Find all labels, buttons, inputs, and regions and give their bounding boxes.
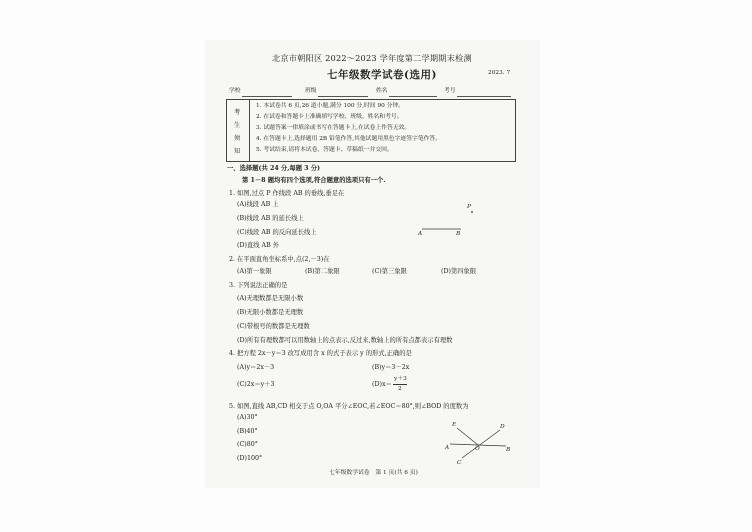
q5-line-cd <box>462 430 500 458</box>
q4-option-c: (C)2x＝y＋3 <box>237 381 275 388</box>
q5-label-b: B <box>506 447 511 453</box>
section-heading: 一、选择题(共 24 分,每题 3 分) <box>227 165 321 172</box>
q5-option-d: (D)100° <box>237 455 263 462</box>
q5-option-b: (B)40° <box>237 428 258 435</box>
field-id: 考号 <box>444 88 456 94</box>
notice-side-char: 生 <box>234 122 241 129</box>
paper-title: 七年级数学试卷(选用) <box>327 69 437 81</box>
q4-stem: 4. 把方程 2x－y＝3 改写成用含 x 的式子表示 y 的形式,正确的是 <box>229 350 412 357</box>
q5-label-d: D <box>500 424 505 430</box>
q5-label-a: A <box>445 445 450 451</box>
section-intro: 第 1－8 题均有四个选项,符合题意的选项只有一个. <box>242 177 386 184</box>
q5-option-a: (A)30° <box>237 414 258 421</box>
q3-option-c: (C)带根号的数都是无理数 <box>237 323 310 330</box>
q1-point-p <box>471 211 473 213</box>
q1-figure <box>422 211 473 229</box>
q5-figure <box>450 428 506 458</box>
q4-option-d-denominator: 2 <box>398 386 402 392</box>
q1-stem: 1. 如图,过点 P 作线段 AB 的垂线,垂足在 <box>229 190 345 197</box>
notice-item: 1. 本试卷共 6 页,26 道小题,满分 100 分,时间 90 分钟。 <box>256 103 405 109</box>
notice-side-char: 考 <box>234 109 241 116</box>
notice-item: 5. 考试结束,请将本试卷、答题卡、草稿纸一并交回。 <box>256 147 393 153</box>
q3-option-d: (D)所有有理数都可以用数轴上的点表示,反过来,数轴上的所有点都表示有理数 <box>237 337 453 344</box>
q2-option-a: (A)第一象限 <box>237 268 272 275</box>
q5-label-e: E <box>452 422 457 428</box>
notice-item: 4. 在答题卡上,选择题用 2B 铅笔作答,其他试题用黑色字迹签字笔作答。 <box>256 136 442 142</box>
q2-option-b: (B)第二象限 <box>305 268 340 275</box>
page-footer: 七年级数学试卷 第 1 页(共 6 页) <box>329 470 418 476</box>
q5-option-c: (C)80° <box>237 441 258 448</box>
q4-option-d-prefix: (D)x＝ <box>372 381 392 388</box>
q1-label-b: B <box>456 231 461 237</box>
notice-side-char: 知 <box>234 148 241 155</box>
exam-date: 2023. 7 <box>488 70 511 76</box>
q1-option-a: (A)线段 AB 上 <box>237 201 279 208</box>
notice-item: 3. 试题答案一律填涂或书写在答题卡上,在试卷上作答无效。 <box>256 125 411 131</box>
q4-option-b: (B)y＝3－2x <box>372 364 410 371</box>
q1-label-a: A <box>418 231 423 237</box>
q3-stem: 3. 下列说法正确的是 <box>229 282 288 289</box>
q4-option-a: (A)y＝2x－3 <box>237 364 275 371</box>
field-school: 学校 <box>229 88 241 94</box>
q5-ray-oe <box>457 428 478 445</box>
q3-option-b: (B)无限小数都是无理数 <box>237 309 304 316</box>
notice-item: 2. 在试卷和答题卡上准确填写学校、班级、姓名和考号。 <box>256 114 403 120</box>
field-name: 姓名 <box>376 88 388 94</box>
q1-option-b: (B)线段 AB 的延长线上 <box>237 215 304 222</box>
q3-option-a: (A)无理数都是无限小数 <box>237 295 304 302</box>
q2-option-d: (D)第四象限 <box>441 268 477 275</box>
field-class: 班级 <box>305 88 317 94</box>
q1-option-d: (D)直线 AB 外 <box>237 242 280 249</box>
q4-option-d-numerator: y＋3 <box>394 376 407 382</box>
q5-label-c: C <box>457 460 462 466</box>
exam-title: 北京市朝阳区 2022～2023 学年度第二学期期末检测 <box>272 53 472 63</box>
q1-label-p: P <box>467 204 471 210</box>
notice-side-char: 须 <box>234 135 241 142</box>
q2-stem: 2. 在平面直角坐标系中,点(2,－3)在 <box>229 256 330 263</box>
q1-option-c: (C)线段 AB 的反向延长线上 <box>237 229 317 236</box>
q5-label-o: O <box>475 446 480 452</box>
q2-option-c: (C)第三象限 <box>372 268 407 275</box>
q5-stem: 5. 如图,直线 AB,CD 相交于点 O,OA 平分∠EOC,若∠EOC＝80°,则∠BOD 的度数为 <box>229 403 469 410</box>
